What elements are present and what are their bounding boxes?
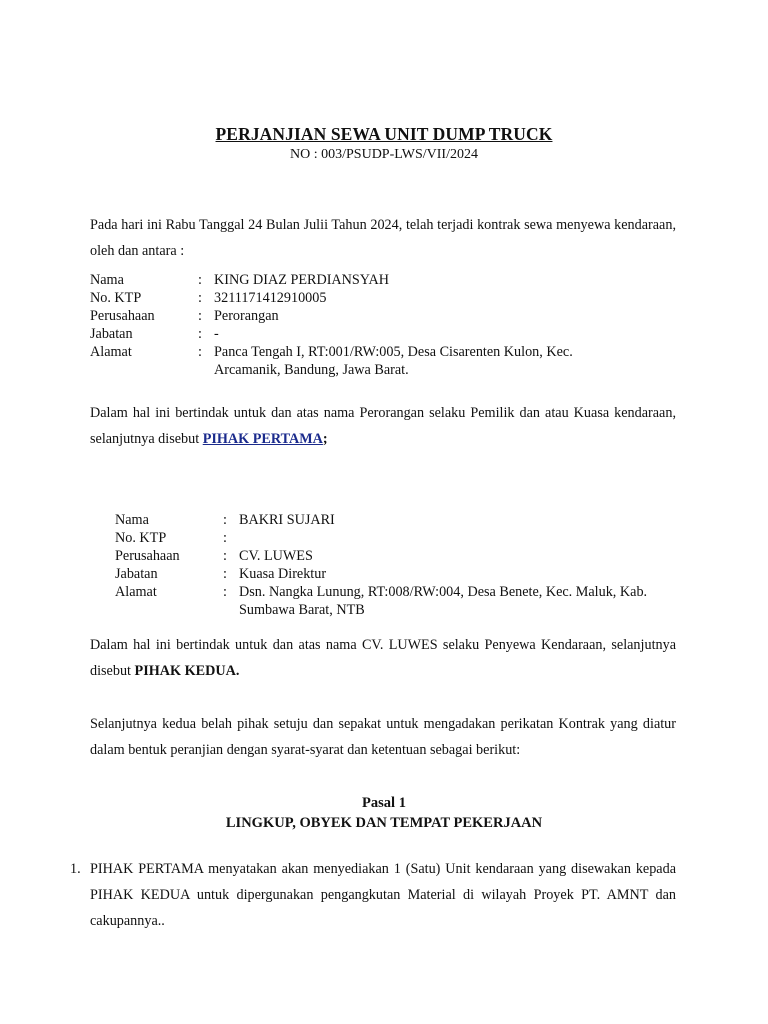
field-separator: : bbox=[223, 566, 227, 582]
pihak-pertama-term: PIHAK PERTAMA bbox=[202, 431, 323, 447]
agreement-paragraph: Selanjutnya kedua belah pihak setuju dan sepakat untuk mengadakan perikatan Kontrak yang diatur dalam bentuk peranjian dengan syarat-syarat dan ketentuan sebagai berikut: bbox=[90, 716, 676, 758]
statement-text: Dalam hal ini bertindak untuk dan atas nama CV. LUWES selaku Penyewa Kendaraan, selanjutnya disebut bbox=[90, 637, 676, 679]
party2-field-row bbox=[115, 511, 677, 529]
field-separator: : bbox=[198, 308, 202, 324]
party1-fields bbox=[90, 271, 674, 379]
field-value: Perorangan bbox=[214, 308, 279, 324]
field-separator: : bbox=[223, 530, 227, 546]
party1-field-row bbox=[90, 307, 674, 325]
field-separator: : bbox=[198, 344, 202, 360]
party1-field-row bbox=[90, 343, 674, 379]
field-label: Perusahaan bbox=[115, 548, 180, 564]
address-line: Dsn. Nangka Lunung, RT:008/RW:004, Desa Benete, Kec. Maluk, Kab. bbox=[239, 584, 648, 600]
address-line: Arcamanik, Bandung, Jawa Barat. bbox=[214, 362, 409, 378]
pihak-kedua-term: PIHAK KEDUA. bbox=[134, 663, 240, 679]
intro-paragraph: Pada hari ini Rabu Tanggal 24 Bulan Julii Tahun 2024, telah terjadi kontrak sewa menyewa kendaraan, oleh dan antara : bbox=[90, 217, 676, 259]
field-value bbox=[239, 583, 677, 619]
field-separator: : bbox=[198, 326, 202, 342]
party1-field-row bbox=[90, 325, 674, 343]
statement-text: Dalam hal ini bertindak untuk dan atas nama Perorangan selaku Pemilik dan atau Kuasa kendaraan, selanjutnya disebut bbox=[90, 405, 676, 447]
pasal-number: Pasal 1 bbox=[362, 795, 406, 811]
document-title: PERJANJIAN SEWA UNIT DUMP TRUCK bbox=[215, 124, 553, 144]
field-label: No. KTP bbox=[115, 530, 167, 546]
field-label: Alamat bbox=[115, 584, 157, 600]
field-label: Jabatan bbox=[115, 566, 158, 582]
party2-fields bbox=[115, 511, 677, 619]
party1-field-row bbox=[90, 271, 674, 289]
field-value: KING DIAZ PERDIANSYAH bbox=[214, 272, 389, 288]
field-value: - bbox=[214, 326, 219, 342]
pasal-title: LINGKUP, OBYEK DAN TEMPAT PEKERJAAN bbox=[225, 815, 543, 831]
field-value bbox=[239, 529, 677, 547]
field-label: Nama bbox=[115, 512, 149, 528]
field-label: Alamat bbox=[90, 344, 132, 360]
field-separator: : bbox=[223, 512, 227, 528]
address-line: Sumbawa Barat, NTB bbox=[239, 602, 365, 618]
field-separator: : bbox=[223, 584, 227, 600]
document-number: NO : 003/PSUDP-LWS/VII/2024 bbox=[290, 147, 478, 162]
field-value: 3211171412910005 bbox=[214, 290, 327, 306]
field-value bbox=[214, 343, 674, 379]
statement-punctuation: ; bbox=[322, 431, 328, 447]
party2-field-row bbox=[115, 583, 677, 619]
field-value: CV. LUWES bbox=[239, 548, 313, 564]
field-value: Kuasa Direktur bbox=[239, 566, 327, 582]
party2-field-row bbox=[115, 529, 677, 547]
party2-field-row bbox=[115, 547, 677, 565]
party2-statement bbox=[90, 632, 676, 684]
list-item bbox=[70, 856, 676, 934]
list-item-text: PIHAK PERTAMA menyatakan akan menyediakan 1 (Satu) Unit kendaraan yang disewakan kepada PIHAK KEDUA untuk dipergunakan pengangkutan Material di wilayah Proyek PT. AMNT dan cakupannya.. bbox=[90, 861, 676, 929]
list-marker: 1. bbox=[70, 861, 81, 877]
field-label: Jabatan bbox=[90, 326, 133, 342]
party1-field-row bbox=[90, 289, 674, 307]
field-separator: : bbox=[223, 548, 227, 564]
party1-statement bbox=[90, 400, 676, 452]
address-line: Panca Tengah I, RT:001/RW:005, Desa Cisarenten Kulon, Kec. bbox=[214, 344, 573, 360]
field-separator: : bbox=[198, 290, 202, 306]
field-value: BAKRI SUJARI bbox=[239, 512, 335, 528]
field-separator: : bbox=[198, 272, 202, 288]
field-label: Perusahaan bbox=[90, 308, 155, 324]
field-label: Nama bbox=[90, 272, 124, 288]
field-label: No. KTP bbox=[90, 290, 142, 306]
party2-field-row bbox=[115, 565, 677, 583]
